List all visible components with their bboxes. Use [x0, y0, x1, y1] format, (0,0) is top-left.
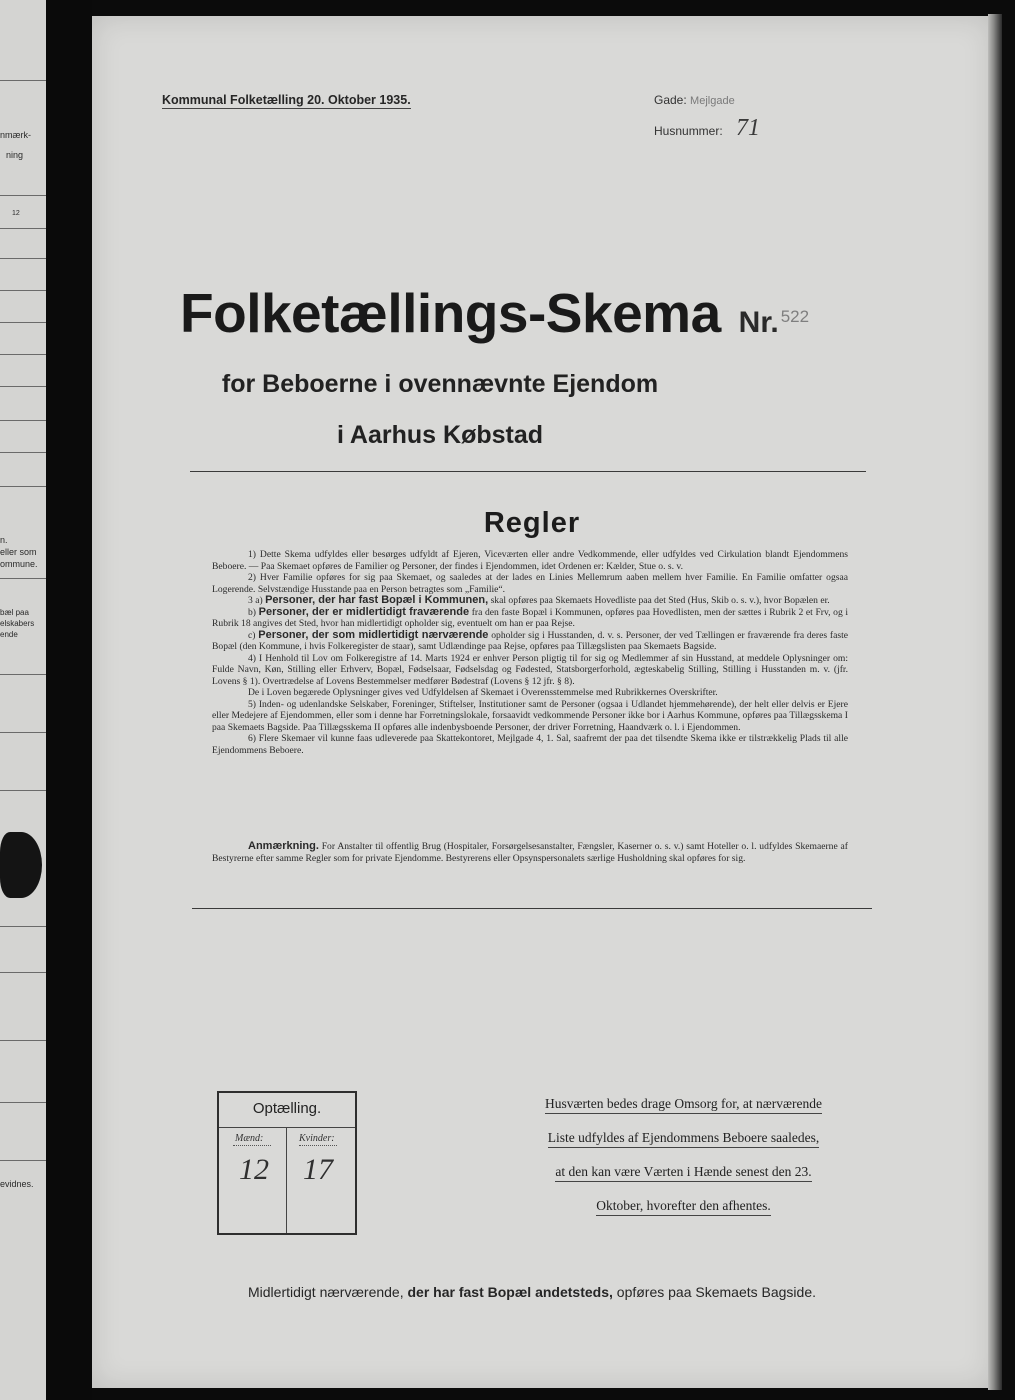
- census-title: Kommunal Folketælling 20. Oktober 1935.: [162, 93, 411, 107]
- instruction-text: at den kan være Værten i Hænde senest den 23.: [555, 1164, 811, 1182]
- instruction-text: Liste udfyldes af Ejendommens Beboere saaledes,: [548, 1130, 819, 1148]
- count-box: [217, 1091, 357, 1235]
- prev-page-text: evidnes.: [0, 1179, 34, 1189]
- footer-text: Midlertidigt nærværende,: [247, 1284, 404, 1300]
- rule-text: skal opføres paa Skemaets Hovedliste paa det Sted (Hus, Skib o. s. v.), hvor Bopælen er.: [490, 595, 830, 606]
- ruled-line: [0, 1040, 46, 1041]
- rule-4: 4) I Henhold til Lov om Folkeregistre af 14. Marts 1924 er enhver Person pligtig til for sig og Medlemmer af sin Husstand, at meddele Oplysninger om: Fulde Navn, Køn, Stilling eller Erhverv, Bopæl, Fødselsaar, Fødselsdag og Fødested, Statsborgerforhold, ægteskabelig Stilling, Stilling i Husstanden m. v. (jfr. Lovens § 1). Overtrædelse af Lovens Bestemmelser medfører Bødestraf (Lovens § 12 jfr. § 8).: [212, 652, 848, 687]
- husnummer-label: Husnummer:: [654, 124, 723, 138]
- kvinder-label: Kvinder:: [299, 1133, 335, 1144]
- rule-text: fra den faste Bopæl i Kommunen, opføres paa Hovedlisten, men der sættes i Rubrik 2 et Frv, og i Rubrik 18 angives det Sted, hvor han midlertidigt opholder sig, eventuelt om han er paa Rejse.: [212, 606, 849, 629]
- main-title: Folketællings-Skema: [180, 282, 721, 344]
- form-title: [180, 281, 809, 345]
- prev-page-text: 12: [12, 210, 20, 217]
- instruction-text: Husværten bedes drage Omsorg for, at nærværende: [545, 1096, 822, 1114]
- divider: [190, 471, 866, 472]
- ruled-line: [0, 790, 46, 791]
- ruled-line: [0, 420, 46, 421]
- ruled-line: [0, 195, 46, 196]
- instruction-line: [515, 1198, 852, 1214]
- divider: [192, 908, 872, 909]
- ruled-line: [0, 290, 46, 291]
- maend-label: Mænd:: [235, 1133, 264, 1144]
- husnummer-field: [654, 115, 760, 142]
- ruled-line: [0, 1160, 46, 1161]
- ruled-line: [0, 926, 46, 927]
- instruction-text: Oktober, hvorefter den afhentes.: [596, 1198, 771, 1216]
- rule-number: c): [248, 629, 256, 641]
- note-lead: Anmærkning.: [248, 840, 319, 852]
- dotted-line: [233, 1145, 271, 1146]
- ruled-line: [0, 1102, 46, 1103]
- count-divider: [286, 1127, 287, 1233]
- prev-page-text: eller som: [0, 547, 37, 557]
- rule-number: 3 a): [248, 595, 263, 606]
- rule-text: opholder sig i Husstanden, d. v. s. Personer, der ved Tællingen er fraværende fra deres faste Bopæl (den Kommune, i hvis Folkeregister de staar), samt Udlændinge paa Rejse, opføres paa Tillægslisten paa Skemaets Bagside.: [212, 629, 849, 652]
- maend-value: 12: [239, 1153, 269, 1186]
- rule-2: 2) Hver Familie opføres for sig paa Skemaet, og saaledes at der lades en Linies Mellemrum aaben mellem hver Familie. En Familie omfatter ogsaa Logerende. Selvstændige Husstande paa en Person betragtes som „Familie“.: [212, 572, 848, 595]
- ruled-line: [0, 354, 46, 355]
- page-edge: [988, 14, 1002, 1390]
- note-text: For Anstalter til offentlig Brug (Hospitaler, Forsørgelsesanstalter, Fængsler, Kaserner o. s. v.) samt Hoteller o. l. udfyldes Skemaerne af Bestyrerne efter samme Regler som for private Ejendomme. Bestyrerens eller Opsynspersonalets særlige Husholdning skal opføres for sig.: [212, 841, 848, 864]
- prev-page-text: ende: [0, 630, 18, 639]
- prev-page-text: ning: [6, 150, 24, 160]
- prev-page-text: bæl paa: [0, 608, 29, 617]
- instruction-line: [515, 1096, 852, 1112]
- footer-text: opføres paa Skemaets Bagside.: [616, 1284, 817, 1300]
- rule-3b: [212, 607, 848, 630]
- prev-page-text: ommune.: [0, 559, 38, 569]
- prev-page-text: n.: [0, 535, 8, 545]
- nr-value: 522: [780, 307, 810, 326]
- ink-blot: [0, 832, 42, 898]
- ruled-line: [0, 386, 46, 387]
- gade-field: [654, 93, 735, 107]
- rule-emphasis: Personer, der som midlertidigt nærværende: [258, 628, 489, 641]
- ruled-line: [0, 452, 46, 453]
- ruled-line: [0, 258, 46, 259]
- subtitle-city: i Aarhus Købstad: [336, 421, 544, 449]
- footer-note: [0, 1284, 1015, 1300]
- rule-emphasis: Personer, der har fast Bopæl i Kommunen,: [265, 594, 489, 606]
- rules-text: [212, 549, 848, 756]
- rule-4b: De i Loven begærede Oplysninger gives ved Udfyldelsen af Skemaet i Overensstemmelse med Rubrikkernes Overskrifter.: [248, 687, 718, 698]
- ruled-line: [0, 578, 46, 579]
- ruled-line: [0, 674, 46, 675]
- husnummer-value: 71: [736, 115, 761, 141]
- ruled-line: [0, 80, 46, 81]
- rule-3c: [212, 630, 848, 653]
- ruled-line: [0, 322, 46, 323]
- rule-5: 5) Inden- og udenlandske Selskaber, Foreninger, Stiftelser, Institutioner samt de Personer (ogsaa i Udlandet hjemmehørende), der helt eller delvis er Ejere eller Medejere af Ejendommen, eller som i denne har Forretningslokale, forsaavidt vedkommende Personer ikke bor i Aarhus Kommune, opføres paa Tillægsskema I paa Skemaets Bagside. Paa Tillægsskema II opføres alle indenbysboende Personer, der driver Forretning, Haandværk o. l. i Ejendommen.: [212, 698, 848, 733]
- nr-label: Nr.: [738, 306, 779, 339]
- footer-emphasis: der har fast Bopæl andetsteds,: [407, 1284, 613, 1300]
- rule-emphasis: Personer, der er midlertidigt fraværende: [258, 605, 470, 618]
- note-paragraph: [212, 840, 848, 865]
- subtitle-residents: for Beboerne i ovennævnte Ejendom: [221, 370, 659, 398]
- ruled-line: [0, 486, 46, 487]
- count-title: Optælling.: [252, 1100, 322, 1117]
- count-rule: [219, 1127, 355, 1128]
- binding-gutter: [46, 0, 92, 1400]
- instruction-line: [515, 1164, 852, 1180]
- prev-page-text: elskabers: [0, 619, 35, 628]
- gade-label: Gade:: [654, 93, 687, 107]
- ruled-line: [0, 228, 46, 229]
- ruled-line: [0, 732, 46, 733]
- rule-6: 6) Flere Skemaer vil kunne faas udleverede paa Skattekontoret, Mejlgade 4, 1. Sal, saafremt der paa det tilsendte Skema ikke er tilstrækkelig Plads til alle Ejendommens Beboere.: [212, 733, 848, 756]
- ruled-line: [0, 972, 46, 973]
- instruction-line: [515, 1130, 852, 1146]
- kvinder-value: 17: [303, 1153, 333, 1186]
- rule-number: b): [248, 606, 256, 618]
- prev-page-text: nmærk-: [0, 130, 31, 140]
- gade-value: Mejlgade: [690, 95, 735, 107]
- previous-page-edge: [0, 0, 46, 1400]
- dotted-line: [299, 1145, 337, 1146]
- rules-heading: Regler: [483, 507, 581, 539]
- rule-1: 1) Dette Skema udfyldes eller besørges udfyldt af Ejeren, Viceværten eller andre Vedkommende, eller udfyldes ved Cirkulation blandt Ejendommens Beboere. — Paa Skemaet opføres de Familier og Personer, der findes i Ejendommen, idet Ordenen er: Kælder, Stue o. s. v.: [212, 549, 848, 572]
